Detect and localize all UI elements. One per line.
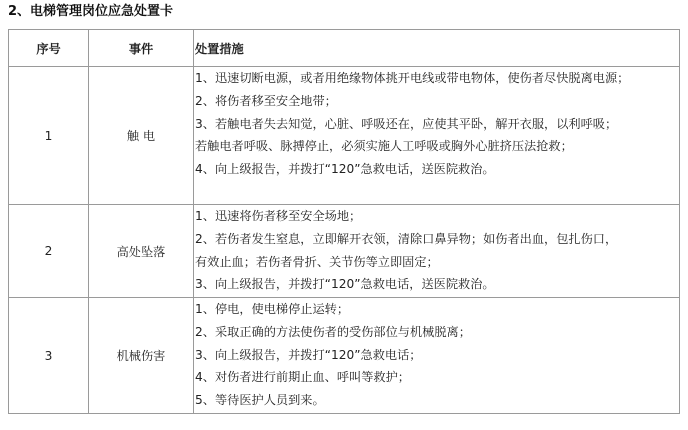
measure-line: 3、向上级报告，并拨打“120”急救电话，送医院救治。 <box>195 277 495 292</box>
measure-line: 有效止血；若伤者骨折、关节伤等立即固定； <box>195 254 439 269</box>
table-row <box>9 298 680 414</box>
emergency-card-table <box>8 29 680 414</box>
measure-line: 2、将伤者移至安全地带； <box>195 93 337 108</box>
measure-line: 3、若触电者失去知觉，心脏、呼吸还在，应使其平卧，解开衣服，以利呼吸； <box>195 116 618 131</box>
measure-line: 4、对伤者进行前期止血、呼叫等救护； <box>195 370 410 385</box>
table-row <box>9 67 680 205</box>
measure-line: 2、若伤者发生窒息，立即解开衣领，清除口鼻异物；如伤者出血，包扎伤口， <box>195 231 618 246</box>
row-event: 高处坠落 <box>89 205 194 298</box>
measure-line: 5、等待医护人员到来。 <box>195 393 325 408</box>
measure-line: 3、向上级报告，并拨打“120”急救电话； <box>195 347 422 362</box>
row-measures <box>194 205 680 298</box>
measure-line: 2、采取正确的方法使伤者的受伤部位与机械脱离； <box>195 324 471 339</box>
measure-line: 4、向上级报告，并拨打“120”急救电话，送医院救治。 <box>195 162 495 177</box>
row-number: 3 <box>9 298 89 414</box>
header-measures: 处置措施 <box>194 30 680 67</box>
measure-line: 1、停电，使电梯停止运转； <box>195 302 350 316</box>
header-event: 事件 <box>89 30 194 67</box>
row-measures <box>194 298 680 414</box>
row-event: 机械伤害 <box>89 298 194 414</box>
row-event: 触 电 <box>89 67 194 205</box>
document-heading: 2、电梯管理岗位应急处置卡 <box>8 4 174 19</box>
header-number: 序号 <box>9 30 89 67</box>
table-row <box>9 205 680 298</box>
row-number: 2 <box>9 205 89 298</box>
row-number: 1 <box>9 67 89 205</box>
measure-line: 1、迅速将伤者移至安全场地； <box>195 209 362 223</box>
measure-line: 若触电者呼吸、脉搏停止，必须实施人工呼吸或胸外心脏挤压法抢救； <box>195 139 573 154</box>
row-measures <box>194 67 680 205</box>
measure-line: 1、迅速切断电源，或者用绝缘物体挑开电线或带电物体，使伤者尽快脱离电源； <box>195 71 630 85</box>
table-header-row <box>9 30 680 67</box>
